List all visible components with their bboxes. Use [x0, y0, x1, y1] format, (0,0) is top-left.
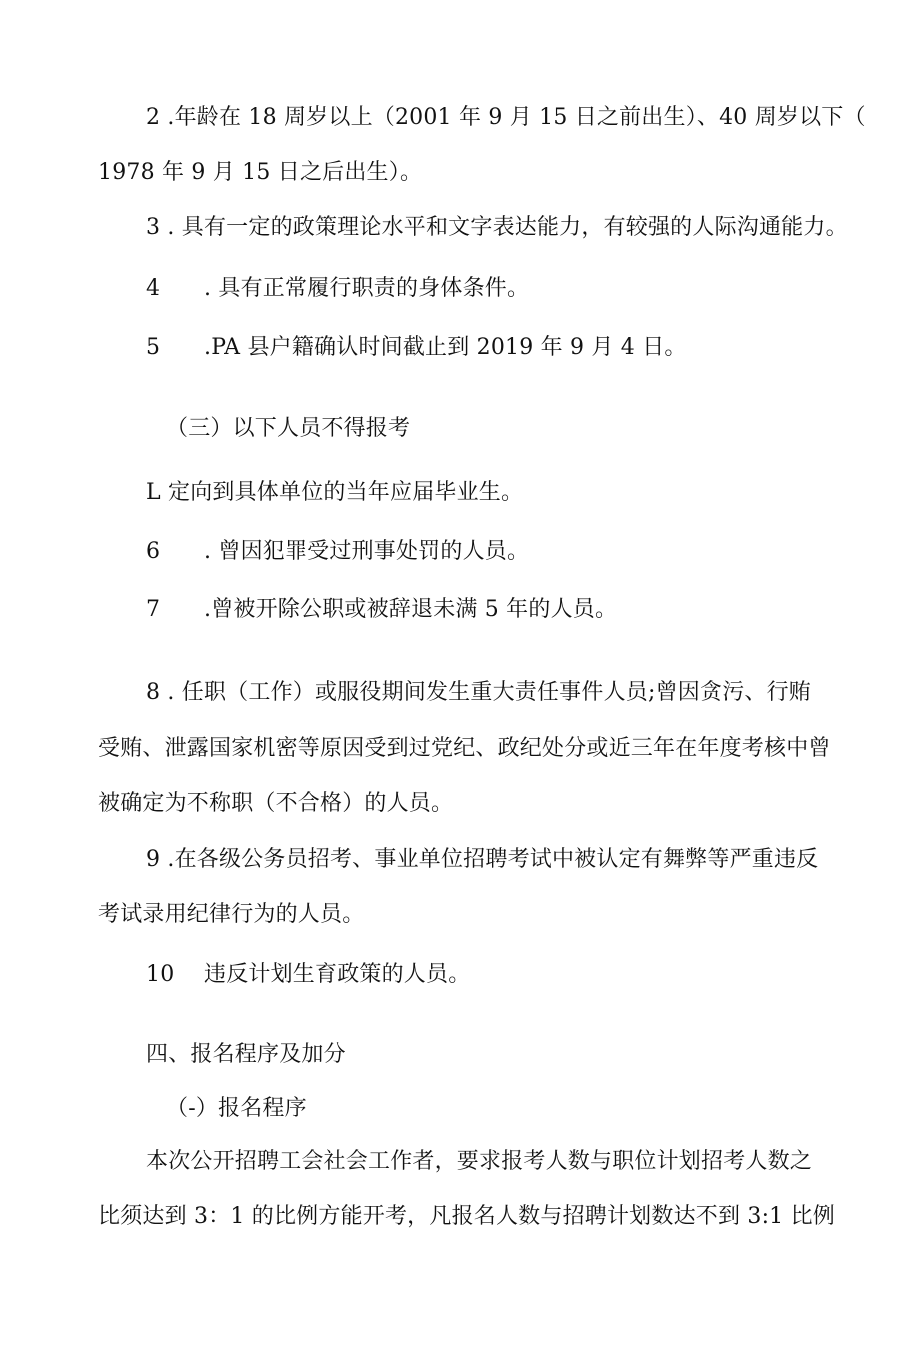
exclusion-10-number: 10	[146, 962, 175, 987]
registration-paragraph-line2: 比须达到 3：1 的比例方能开考，凡报名人数与招聘计划数达不到 3:1 比例	[98, 1204, 835, 1229]
exclusion-1-graduates: L 定向到具体单位的当年应届毕业生。	[146, 480, 524, 505]
exclusion-10-text: 违反计划生育政策的人员。	[204, 962, 471, 987]
exclusion-8-line1: 8 . 任职（工作）或服役期间发生重大责任事件人员;曾因贪污、行贿	[146, 680, 811, 705]
exclusion-6-text: . 曾因犯罪受过刑事处罚的人员。	[204, 539, 530, 564]
exclusion-9-line1: 9 .在各级公务员招考、事业单位招聘考试中被认定有舞弊等严重违反	[146, 847, 819, 872]
exclusion-10-family-planning	[146, 960, 470, 990]
section-3-heading: （三）以下人员不得报考	[166, 416, 411, 441]
section-4-subheading: （-）报名程序	[166, 1096, 307, 1121]
registration-paragraph-line1: 本次公开招聘工会社会工作者，要求报考人数与职位计划招考人数之	[146, 1149, 813, 1174]
item-4-number: 4	[146, 276, 161, 301]
item-5-number: 5	[146, 335, 161, 360]
exclusion-7-text: .曾被开除公职或被辞退未满 5 年的人员。	[204, 597, 618, 622]
exclusion-7-number: 7	[146, 597, 161, 622]
item-2-age-line1: 2 .年龄在 18 周岁以上（2001 年 9 月 15 日之前出生）、40 周岁以下（	[146, 105, 866, 130]
item-4-health	[146, 274, 529, 304]
item-2-age-line2: 1978 年 9 月 15 日之后出生）。	[98, 160, 423, 185]
exclusion-8-line2: 受贿、泄露国家机密等原因受到过党纪、政纪处分或近三年在年度考核中曾	[98, 736, 831, 761]
item-5-residence	[146, 333, 687, 363]
section-4-heading: 四、报名程序及加分	[146, 1042, 346, 1067]
exclusion-7-dismissed	[146, 595, 617, 625]
exclusion-6-criminal	[146, 537, 529, 567]
exclusion-8-line3: 被确定为不称职（不合格）的人员。	[98, 791, 454, 816]
item-4-text: . 具有正常履行职责的身体条件。	[204, 276, 530, 301]
item-5-text: .PA 县户籍确认时间截止到 2019 年 9 月 4 日。	[204, 335, 687, 360]
item-3-ability: 3 . 具有一定的政策理论水平和文字表达能力，有较强的人际沟通能力。	[146, 215, 848, 240]
exclusion-9-line2: 考试录用纪律行为的人员。	[98, 902, 365, 927]
exclusion-6-number: 6	[146, 539, 161, 564]
